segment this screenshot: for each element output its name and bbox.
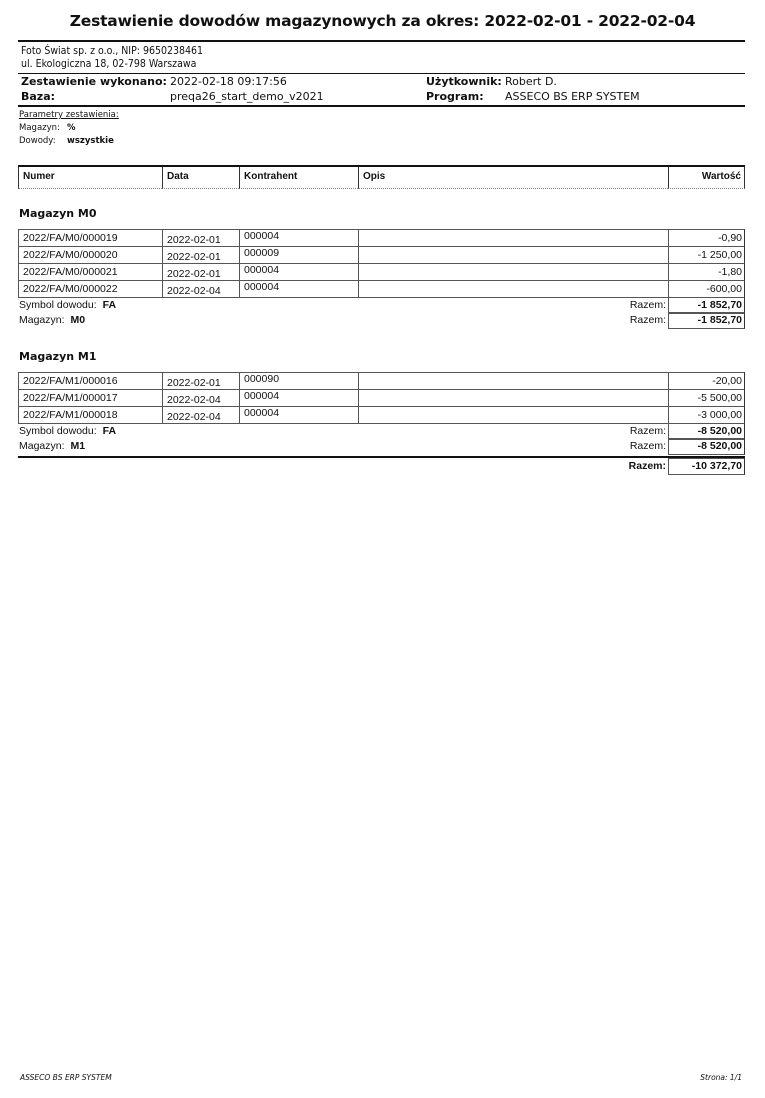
footer-left: ASSECO BS ERP SYSTEM: [20, 1073, 112, 1082]
cell-data: 2022-02-01: [162, 229, 239, 247]
cell-opis: [358, 280, 668, 298]
table-row: [18, 263, 745, 281]
warehouse-label: Magazyn:: [19, 314, 65, 326]
symbol-razem-label: Razem:: [629, 299, 666, 311]
footer-right: Strona: 1/1: [700, 1073, 742, 1082]
symbol-total: -1 852,70: [668, 297, 745, 314]
cell-wartosc: -5 500,00: [668, 389, 745, 407]
warehouse-total: -1 852,70: [668, 312, 745, 329]
cell-wartosc: -20,00: [668, 372, 745, 390]
cell-numer: 2022/FA/M1/000018: [18, 406, 162, 424]
cell-kontrahent: 000009: [239, 246, 358, 264]
warehouse-value: M1: [70, 440, 86, 452]
cell-numer: 2022/FA/M0/000021: [18, 263, 162, 281]
cell-opis: [358, 263, 668, 281]
symbol-summary-label: [19, 299, 116, 311]
section-title: Magazyn M0: [19, 207, 97, 220]
cell-kontrahent: 000004: [239, 280, 358, 298]
cell-opis: [358, 406, 668, 424]
col-wartosc: Wartość: [668, 167, 745, 189]
param-docs-label: Dowody:: [19, 136, 56, 146]
report-title: Zestawienie dowodów magazynowych za okres: 2022-02-01 - 2022-02-04: [69, 12, 696, 30]
company-name: Foto Świat sp. z o.o., NIP: 9650238461: [21, 45, 204, 57]
cell-wartosc: -1,80: [668, 263, 745, 281]
cell-numer: 2022/FA/M1/000016: [18, 372, 162, 390]
table-header: [18, 165, 745, 189]
cell-kontrahent: 000004: [239, 389, 358, 407]
warehouse-razem-label: Razem:: [629, 314, 666, 326]
cell-kontrahent: 000004: [239, 263, 358, 281]
symbol-label: Symbol dowodu:: [19, 425, 97, 437]
cell-wartosc: -3 000,00: [668, 406, 745, 424]
warehouse-value: M0: [70, 314, 86, 326]
cell-kontrahent: 000004: [239, 229, 358, 247]
user-label: Użytkownik:: [426, 75, 502, 88]
cell-data: 2022-02-01: [162, 246, 239, 264]
table-row: [18, 372, 745, 390]
company-address: ul. Ekologiczna 18, 02-798 Warszawa: [21, 58, 197, 70]
warehouse-summary-label: [19, 314, 85, 326]
section-title: Magazyn M1: [19, 350, 97, 363]
info-rule: [18, 105, 745, 107]
symbol-value: FA: [102, 299, 117, 311]
warehouse-label: Magazyn:: [19, 440, 65, 452]
made-value: 2022-02-18 09:17:56: [170, 75, 287, 88]
cell-data: 2022-02-04: [162, 389, 239, 407]
cell-wartosc: -0,90: [668, 229, 745, 247]
base-label: Baza:: [21, 90, 56, 103]
table-row: [18, 246, 745, 264]
table-row: [18, 406, 745, 424]
table-row: [18, 280, 745, 298]
cell-data: 2022-02-01: [162, 263, 239, 281]
grand-total-label: Razem:: [628, 460, 666, 472]
symbol-value: FA: [102, 425, 117, 437]
cell-data: 2022-02-04: [162, 406, 239, 424]
cell-kontrahent: 000004: [239, 406, 358, 424]
cell-numer: 2022/FA/M0/000022: [18, 280, 162, 298]
param-warehouse-label: Magazyn:: [19, 123, 60, 133]
cell-data: 2022-02-04: [162, 280, 239, 298]
cell-numer: 2022/FA/M0/000020: [18, 246, 162, 264]
table-row: [18, 389, 745, 407]
program-value: ASSECO BS ERP SYSTEM: [505, 90, 640, 103]
params-title: Parametry zestawienia:: [19, 110, 119, 120]
table-row: [18, 229, 745, 247]
divider: [18, 73, 745, 74]
cell-opis: [358, 389, 668, 407]
param-docs-value: wszystkie: [67, 136, 114, 146]
cell-wartosc: -1 250,00: [668, 246, 745, 264]
symbol-label: Symbol dowodu:: [19, 299, 97, 311]
user-value: Robert D.: [505, 75, 557, 88]
col-numer: Numer: [18, 167, 162, 189]
warehouse-razem-label: Razem:: [629, 440, 666, 452]
symbol-summary-label: [19, 425, 116, 437]
cell-opis: [358, 372, 668, 390]
symbol-razem-label: Razem:: [629, 425, 666, 437]
grand-total-value: -10 372,70: [668, 458, 745, 475]
warehouse-summary-label: [19, 440, 85, 452]
made-label: Zestawienie wykonano:: [21, 75, 167, 88]
grand-total-rule: [18, 456, 745, 458]
cell-kontrahent: 000090: [239, 372, 358, 390]
col-data: Data: [162, 167, 239, 189]
cell-data: 2022-02-01: [162, 372, 239, 390]
col-kontrahent: Kontrahent: [239, 167, 358, 189]
col-opis: Opis: [358, 167, 668, 189]
program-label: Program:: [426, 90, 484, 103]
header-rule: [18, 40, 745, 42]
cell-numer: 2022/FA/M1/000017: [18, 389, 162, 407]
cell-opis: [358, 246, 668, 264]
param-warehouse-value: %: [67, 123, 76, 133]
cell-wartosc: -600,00: [668, 280, 745, 298]
symbol-total: -8 520,00: [668, 423, 745, 440]
base-value: preqa26_start_demo_v2021: [170, 90, 324, 103]
cell-numer: 2022/FA/M0/000019: [18, 229, 162, 247]
cell-opis: [358, 229, 668, 247]
warehouse-total: -8 520,00: [668, 438, 745, 455]
